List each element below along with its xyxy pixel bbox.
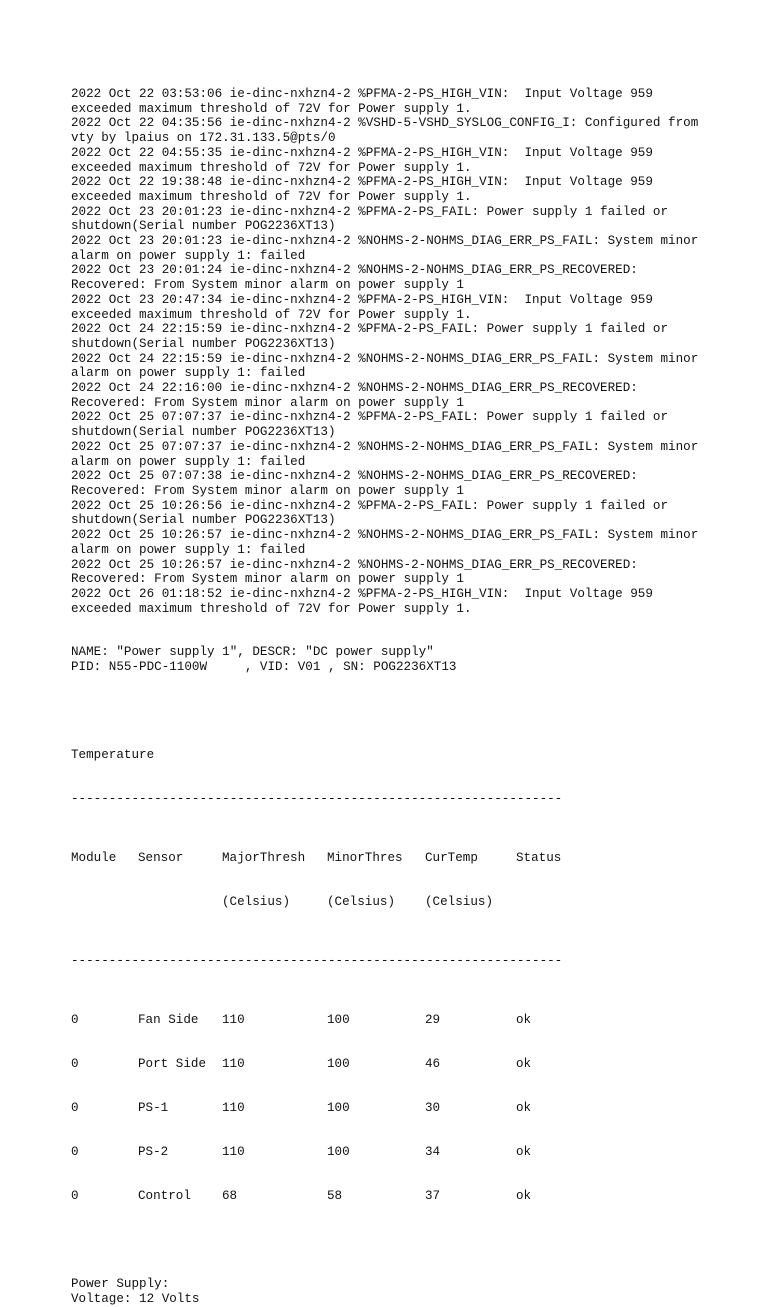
cell-sensor: PS-2 (138, 1145, 169, 1160)
cell-status: ok (516, 1012, 532, 1027)
log-entry: 2022 Oct 23 20:01:23 ie-dinc-nxhzn4-2 %PFMA-2-PS_FAIL: Power supply 1 failed or shutdown(Serial number POG2236XT13) (71, 204, 669, 234)
table-subheader-row (71, 895, 751, 910)
cell-minor: 100 (327, 1145, 350, 1160)
log-entry: 2022 Oct 25 07:07:38 ie-dinc-nxhzn4-2 %NOHMS-2-NOHMS_DIAG_ERR_PS_RECOVERED: Recovered: From System minor alarm on power supply 1 (71, 469, 638, 498)
subheader-major-unit: (Celsius) (222, 895, 291, 910)
table-row (71, 1189, 751, 1204)
cell-major: 110 (222, 1101, 245, 1115)
table-row (71, 1101, 751, 1116)
log-entry: 2022 Oct 26 01:18:52 ie-dinc-nxhzn4-2 %PFMA-2-PS_HIGH_VIN: Input Voltage 959 exceeded maximum threshold of 72V for Power supply 1. (71, 586, 653, 616)
power-supply-title: Power Supply: (71, 1277, 170, 1292)
table-row (71, 1013, 751, 1028)
temperature-table (71, 719, 751, 1234)
table-separator: ----------------------------------------------------------------- (71, 792, 563, 807)
log-entry: 2022 Oct 24 22:16:00 ie-dinc-nxhzn4-2 %NOHMS-2-NOHMS_DIAG_ERR_PS_RECOVERED: Recovered: From System minor alarm on power supply 1 (71, 381, 638, 410)
log-entry: 2022 Oct 25 10:26:57 ie-dinc-nxhzn4-2 %NOHMS-2-NOHMS_DIAG_ERR_PS_RECOVERED: Recovered: From System minor alarm on power supply 1 (71, 557, 638, 587)
cell-cur: 37 (425, 1189, 441, 1204)
cell-minor: 100 (327, 1101, 350, 1115)
cell-sensor: Port Side (138, 1056, 207, 1071)
cell-module: 0 (71, 1101, 79, 1115)
cell-cur: 46 (425, 1056, 441, 1071)
cell-sensor: Control (138, 1189, 191, 1204)
cell-minor: 58 (327, 1189, 343, 1204)
power-supply-voltage: Voltage: 12 Volts (71, 1292, 200, 1307)
cell-module: 0 (71, 1012, 79, 1027)
log-entry: 2022 Oct 25 10:26:56 ie-dinc-nxhzn4-2 %PFMA-2-PS_FAIL: Power supply 1 failed or shutdown(Serial number POG2236XT13) (71, 498, 669, 528)
cell-status: ok (516, 1101, 532, 1115)
cell-status: ok (516, 1145, 532, 1160)
cell-minor: 100 (327, 1056, 350, 1071)
syslog-section (71, 87, 751, 616)
cell-cur: 34 (425, 1145, 441, 1160)
log-entry: 2022 Oct 24 22:15:59 ie-dinc-nxhzn4-2 %NOHMS-2-NOHMS_DIAG_ERR_PS_FAIL: System minor alarm on power supply 1: failed (71, 351, 699, 381)
cell-minor: 100 (327, 1012, 350, 1027)
cell-major: 110 (222, 1056, 245, 1071)
log-entry: 2022 Oct 23 20:01:23 ie-dinc-nxhzn4-2 %NOHMS-2-NOHMS_DIAG_ERR_PS_FAIL: System minor alarm on power supply 1: failed (71, 234, 699, 263)
spacer (71, 616, 751, 645)
cell-module: 0 (71, 1145, 79, 1160)
cell-module: 0 (71, 1189, 79, 1204)
log-entry: 2022 Oct 24 22:15:59 ie-dinc-nxhzn4-2 %PFMA-2-PS_FAIL: Power supply 1 failed or shutdown(Serial number POG2236XT13) (71, 322, 669, 351)
log-entry: 2022 Oct 25 10:26:57 ie-dinc-nxhzn4-2 %NOHMS-2-NOHMS_DIAG_ERR_PS_FAIL: System minor alarm on power supply 1: failed (71, 528, 699, 557)
header-major-thresh: MajorThresh (222, 851, 306, 866)
inventory-section (71, 645, 751, 674)
subheader-cur-unit: (Celsius) (425, 895, 494, 910)
cell-major: 68 (222, 1189, 238, 1204)
header-cur-temp: CurTemp (425, 851, 478, 866)
log-entry: 2022 Oct 22 03:53:06 ie-dinc-nxhzn4-2 %PFMA-2-PS_HIGH_VIN: Input Voltage 959 exceeded maximum threshold of 72V for Power supply 1. (71, 87, 653, 116)
header-status: Status (516, 851, 562, 866)
table-row (71, 1145, 751, 1160)
power-supply-section (71, 1277, 751, 1306)
cell-major: 110 (222, 1145, 245, 1160)
cell-cur: 29 (425, 1012, 441, 1027)
log-entry: 2022 Oct 25 07:07:37 ie-dinc-nxhzn4-2 %NOHMS-2-NOHMS_DIAG_ERR_PS_FAIL: System minor alarm on power supply 1: failed (71, 439, 699, 469)
cell-cur: 30 (425, 1101, 441, 1115)
log-entry: 2022 Oct 23 20:01:24 ie-dinc-nxhzn4-2 %NOHMS-2-NOHMS_DIAG_ERR_PS_RECOVERED: Recovered: From System minor alarm on power supply 1 (71, 263, 638, 293)
table-header-row (71, 851, 751, 866)
subheader-minor-unit: (Celsius) (327, 895, 396, 910)
cell-sensor: PS-1 (138, 1101, 169, 1115)
inventory-pid-line: PID: N55-PDC-1100W , VID: V01 , SN: POG2236XT13 (71, 660, 457, 675)
spacer (71, 675, 751, 719)
inventory-name-line: NAME: "Power supply 1", DESCR: "DC power supply" (71, 645, 434, 660)
cell-major: 110 (222, 1012, 245, 1027)
log-entry: 2022 Oct 23 20:47:34 ie-dinc-nxhzn4-2 %PFMA-2-PS_HIGH_VIN: Input Voltage 959 exceeded maximum threshold of 72V for Power supply 1. (71, 292, 653, 322)
spacer (71, 1233, 751, 1277)
table-separator: ----------------------------------------------------------------- (71, 953, 563, 968)
temperature-title: Temperature (71, 748, 155, 763)
header-sensor: Sensor (138, 851, 184, 866)
header-module: Module (71, 851, 117, 866)
log-entry: 2022 Oct 22 04:35:56 ie-dinc-nxhzn4-2 %VSHD-5-VSHD_SYSLOG_CONFIG_I: Configured from vty by lpaius on 172.31.133.5@pts/0 (71, 116, 699, 146)
cell-sensor: Fan Side (138, 1012, 199, 1027)
log-entry: 2022 Oct 25 07:07:37 ie-dinc-nxhzn4-2 %PFMA-2-PS_FAIL: Power supply 1 failed or shutdown(Serial number POG2236XT13) (71, 410, 669, 440)
cell-module: 0 (71, 1056, 79, 1071)
cell-status: ok (516, 1056, 532, 1071)
cell-status: ok (516, 1189, 532, 1204)
header-minor-thres: MinorThres (327, 851, 403, 866)
document-page (71, 87, 751, 1307)
log-entry: 2022 Oct 22 04:55:35 ie-dinc-nxhzn4-2 %PFMA-2-PS_HIGH_VIN: Input Voltage 959 exceeded maximum threshold of 72V for Power supply 1. (71, 145, 653, 175)
table-row (71, 1057, 751, 1072)
log-entry: 2022 Oct 22 19:38:48 ie-dinc-nxhzn4-2 %PFMA-2-PS_HIGH_VIN: Input Voltage 959 exceeded maximum threshold of 72V for Power supply 1. (71, 175, 653, 204)
